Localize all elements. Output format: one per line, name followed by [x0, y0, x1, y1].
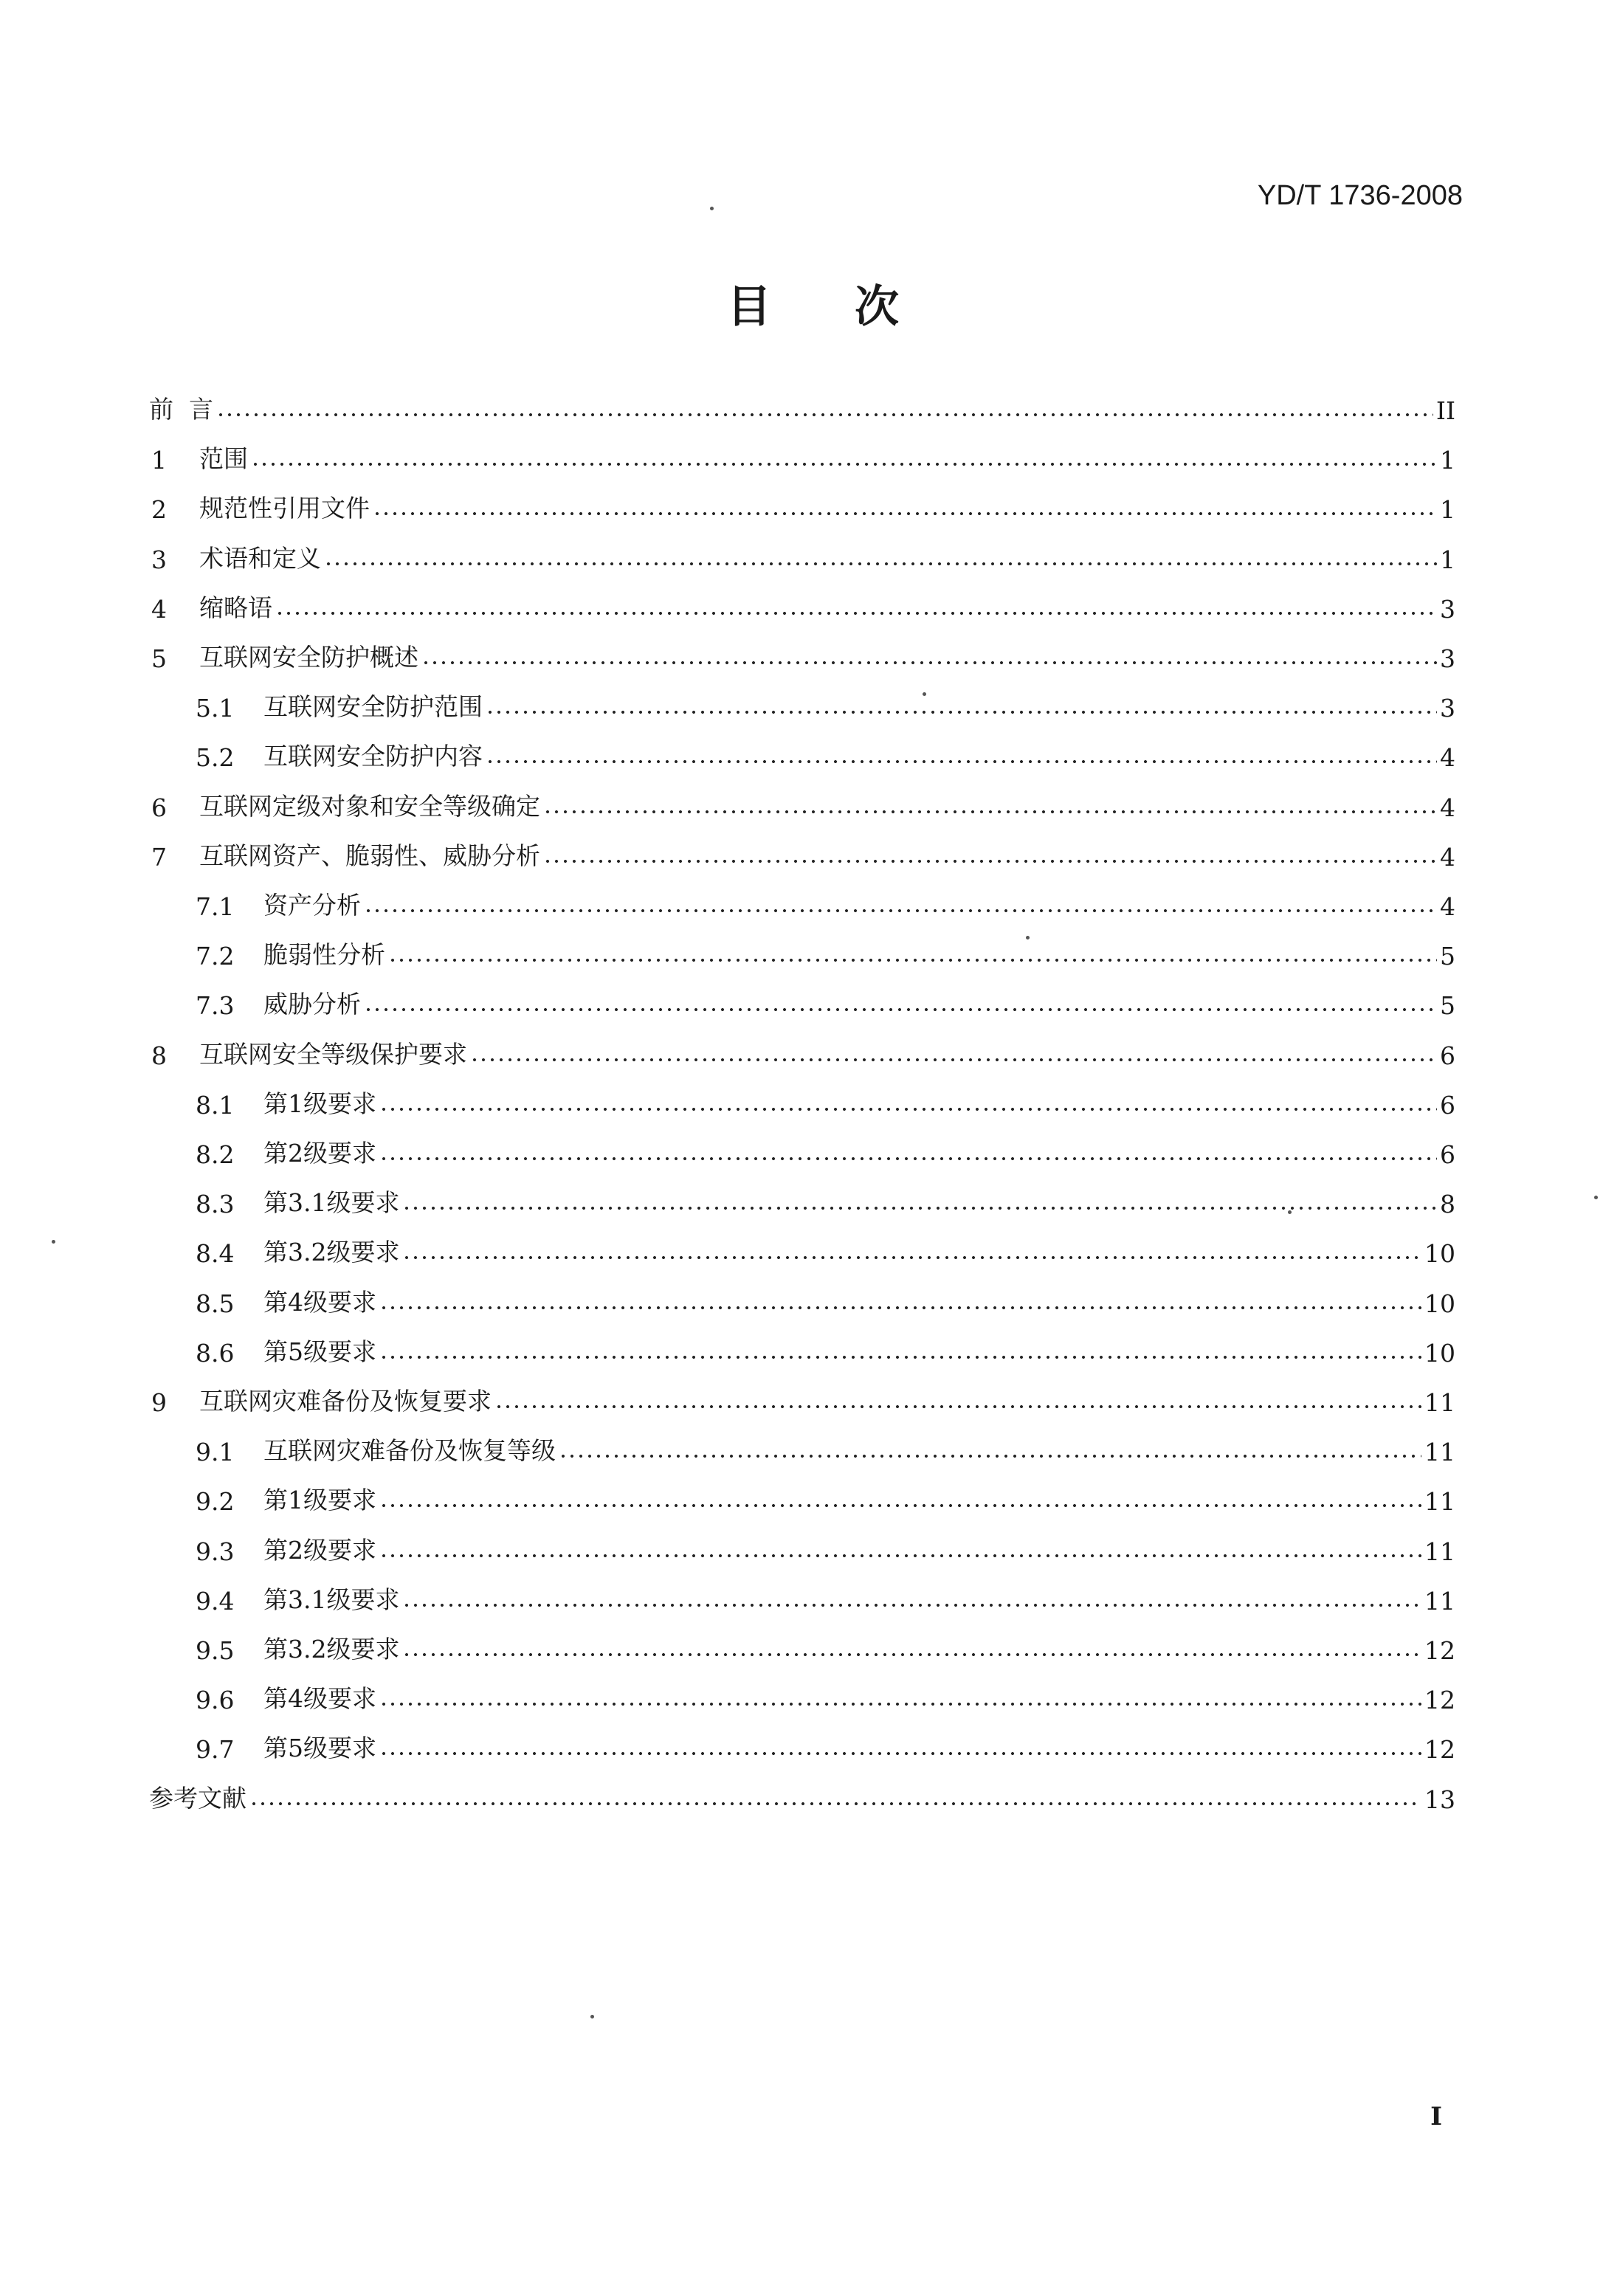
toc-entry-number: 8.3 — [196, 1190, 235, 1219]
toc-entry-page: 12 — [1424, 1735, 1455, 1765]
toc-entry-label: 范围 — [199, 444, 248, 474]
toc-entry-page: 12 — [1424, 1636, 1455, 1665]
toc-leader-dots — [373, 511, 1437, 517]
toc-entry-number: 9.6 — [196, 1686, 235, 1715]
toc-entry-label: 第5级要求 — [263, 1337, 376, 1366]
toc-entry — [196, 929, 1455, 971]
toc-entry — [151, 582, 1455, 624]
page-number: I — [1430, 2102, 1442, 2131]
toc-entry-page: II — [1435, 396, 1455, 425]
toc-leader-dots — [216, 412, 1433, 418]
toc-leader-dots — [402, 1602, 1421, 1608]
toc-entry — [151, 1376, 1455, 1417]
toc-leader-dots — [543, 809, 1437, 815]
toc-entry-number: 9 — [151, 1388, 167, 1417]
toc-entry-label: 第3.1级要求 — [263, 1585, 400, 1614]
toc-entry-number: 8.4 — [196, 1239, 235, 1269]
toc-entry — [196, 1574, 1455, 1616]
toc-entry — [196, 1227, 1455, 1268]
toc-entry-number: 7 — [151, 842, 167, 872]
toc-entry-label: 互联网灾难备份及恢复等级 — [263, 1436, 556, 1466]
toc-entry — [196, 1277, 1455, 1318]
toc-title-char-1: 目 — [727, 281, 771, 333]
toc-entry — [196, 1326, 1455, 1368]
toc-entry-page: 4 — [1440, 743, 1455, 773]
scan-speck — [590, 2015, 594, 2019]
toc-entry-label: 互联网安全防护内容 — [263, 742, 483, 771]
toc-entry — [196, 1177, 1455, 1218]
toc-entry — [196, 681, 1455, 723]
toc-entry-label: 互联网定级对象和安全等级确定 — [199, 791, 540, 821]
toc-entry-label: 资产分析 — [263, 891, 361, 920]
toc-entry-label: 第3.2级要求 — [263, 1238, 400, 1267]
toc-entry-label: 第2级要求 — [263, 1535, 376, 1565]
toc-leader-dots — [486, 759, 1437, 765]
toc-entry — [149, 1773, 1455, 1814]
toc-entry-number: 4 — [151, 594, 167, 624]
toc-entry-page: 6 — [1440, 1140, 1455, 1169]
toc-entry-label: 威胁分析 — [263, 990, 361, 1019]
toc-entry-page: 3 — [1440, 694, 1455, 723]
toc-entry-page: 11 — [1424, 1537, 1455, 1566]
toc-entry — [196, 1425, 1455, 1466]
toc-entry-number: 8.1 — [196, 1090, 235, 1120]
toc-leader-dots — [402, 1255, 1421, 1261]
toc-entry — [149, 384, 1455, 425]
toc-entry — [196, 1673, 1455, 1714]
toc-entry-number: 7.3 — [196, 991, 235, 1021]
toc-entry — [151, 483, 1455, 524]
toc-entry-number: 8 — [151, 1041, 167, 1070]
toc-entry-page: 1 — [1440, 446, 1455, 475]
toc-entry-number: 1 — [151, 446, 167, 475]
toc-entry-page: 4 — [1440, 793, 1455, 822]
toc-leader-dots — [275, 610, 1437, 616]
toc-entry-number: 9.3 — [196, 1537, 235, 1566]
toc-leader-dots — [379, 1156, 1437, 1162]
toc-entry-number: 3 — [151, 545, 167, 574]
toc-leader-dots — [324, 561, 1437, 567]
toc-entry-page: 4 — [1440, 892, 1455, 921]
toc-entry-label: 第5级要求 — [263, 1734, 376, 1763]
toc-entry-number: 9.7 — [196, 1735, 235, 1765]
toc-entry-label: 第3.2级要求 — [263, 1635, 400, 1664]
toc-entry-label: 互联网安全防护概述 — [199, 643, 418, 672]
toc-leader-dots — [543, 858, 1437, 864]
toc-entry-page: 5 — [1440, 991, 1455, 1021]
toc-entry — [196, 1078, 1455, 1120]
scan-speck — [710, 207, 714, 210]
toc-entry-page: 5 — [1440, 942, 1455, 971]
toc-entry-number: 9.1 — [196, 1438, 235, 1467]
toc-entry-label: 第1级要求 — [263, 1486, 376, 1515]
toc-entry-page: 4 — [1440, 842, 1455, 872]
toc-entry-number: 9.2 — [196, 1487, 235, 1517]
toc-leader-dots — [251, 461, 1437, 467]
toc-leader-dots — [421, 660, 1437, 666]
toc-leader-dots — [379, 1701, 1421, 1707]
toc-entry — [196, 1475, 1455, 1516]
toc-entry — [151, 781, 1455, 822]
toc-entry-label: 互联网灾难备份及恢复要求 — [199, 1387, 492, 1416]
toc-entry-label: 互联网安全防护范围 — [263, 692, 483, 722]
toc-entry-page: 3 — [1440, 594, 1455, 624]
toc-entry-number: 9.5 — [196, 1636, 235, 1665]
toc-leader-dots — [364, 1007, 1437, 1013]
toc-entry — [196, 880, 1455, 921]
toc-entry-label: 参考文献 — [149, 1783, 247, 1813]
toc-entry-page: 11 — [1424, 1586, 1455, 1616]
toc-entry — [196, 1525, 1455, 1566]
toc-entry-page: 11 — [1424, 1438, 1455, 1467]
toc-entry-page: 10 — [1424, 1338, 1455, 1368]
toc-entry-page: 12 — [1424, 1686, 1455, 1715]
toc-leader-dots — [379, 1751, 1421, 1757]
toc-entry-label: 第1级要求 — [263, 1089, 376, 1118]
toc-entry-page: 6 — [1440, 1041, 1455, 1070]
toc-entry-page: 1 — [1440, 495, 1455, 525]
toc-entry-number: 5 — [151, 644, 167, 673]
toc-entry-number: 2 — [151, 495, 167, 525]
toc-entry-page: 11 — [1424, 1388, 1455, 1417]
toc-entry — [196, 731, 1455, 772]
toc-entry-label: 前 言 — [149, 395, 213, 424]
toc-leader-dots — [470, 1057, 1437, 1063]
toc-entry-number: 8.2 — [196, 1140, 235, 1169]
toc-leader-dots — [559, 1453, 1421, 1459]
scan-speck — [1026, 936, 1030, 940]
toc-entry-page: 3 — [1440, 644, 1455, 673]
toc-entry — [196, 979, 1455, 1020]
toc-leader-dots — [379, 1553, 1421, 1559]
toc-entry-number: 6 — [151, 793, 167, 822]
toc-entry-label: 第4级要求 — [263, 1684, 376, 1714]
toc-leader-dots — [402, 1652, 1421, 1658]
toc-entry — [151, 533, 1455, 574]
toc-entry — [151, 632, 1455, 673]
toc-entry-page: 8 — [1440, 1190, 1455, 1219]
toc-entry-label: 互联网安全等级保护要求 — [199, 1039, 467, 1069]
scan-speck — [1594, 1196, 1598, 1199]
toc-entry-page: 6 — [1440, 1090, 1455, 1120]
toc-entry-label: 第3.1级要求 — [263, 1188, 400, 1218]
toc-entry — [196, 1128, 1455, 1169]
toc-leader-dots — [364, 908, 1437, 914]
toc-leader-dots — [379, 1305, 1421, 1311]
toc-leader-dots — [379, 1106, 1437, 1112]
toc-entry-label: 缩略语 — [199, 593, 272, 622]
toc-entry-label: 第4级要求 — [263, 1287, 376, 1317]
toc-entry-label: 第2级要求 — [263, 1139, 376, 1168]
toc-entry-number: 5.1 — [196, 694, 235, 723]
toc-leader-dots — [379, 1503, 1421, 1509]
toc-entry-label: 术语和定义 — [199, 543, 321, 573]
toc-leader-dots — [402, 1205, 1437, 1211]
toc-leader-dots — [379, 1354, 1421, 1360]
toc-entry-label: 互联网资产、脆弱性、威胁分析 — [199, 841, 540, 870]
toc-entry-number: 8.6 — [196, 1338, 235, 1368]
toc-entry-page: 10 — [1424, 1239, 1455, 1269]
toc-entry-page: 10 — [1424, 1289, 1455, 1318]
toc-leader-dots — [388, 957, 1437, 963]
toc-entry — [151, 830, 1455, 872]
toc-entry-page: 13 — [1424, 1785, 1455, 1814]
toc-entry-number: 5.2 — [196, 743, 235, 773]
toc-entry-label: 脆弱性分析 — [263, 940, 385, 970]
toc-entry-label: 规范性引用文件 — [199, 494, 370, 523]
scan-speck — [52, 1240, 55, 1244]
toc-entry — [151, 433, 1455, 475]
toc-entry-number: 7.2 — [196, 942, 235, 971]
toc-leader-dots — [494, 1404, 1421, 1410]
toc-entry-number: 9.4 — [196, 1586, 235, 1616]
document-id: YD/T 1736-2008 — [1257, 180, 1463, 211]
toc-entry — [196, 1624, 1455, 1665]
toc-leader-dots — [249, 1801, 1421, 1807]
toc-title-char-2: 次 — [855, 281, 899, 333]
toc-entry — [196, 1723, 1455, 1764]
scan-speck — [1288, 1210, 1292, 1214]
toc-leader-dots — [486, 709, 1437, 715]
scan-speck — [923, 692, 926, 696]
toc-entry-page: 11 — [1424, 1487, 1455, 1517]
toc-entry-page: 1 — [1440, 545, 1455, 574]
toc-entry-number: 7.1 — [196, 892, 235, 921]
toc-entry-number: 8.5 — [196, 1289, 235, 1318]
toc-entry — [151, 1029, 1455, 1070]
